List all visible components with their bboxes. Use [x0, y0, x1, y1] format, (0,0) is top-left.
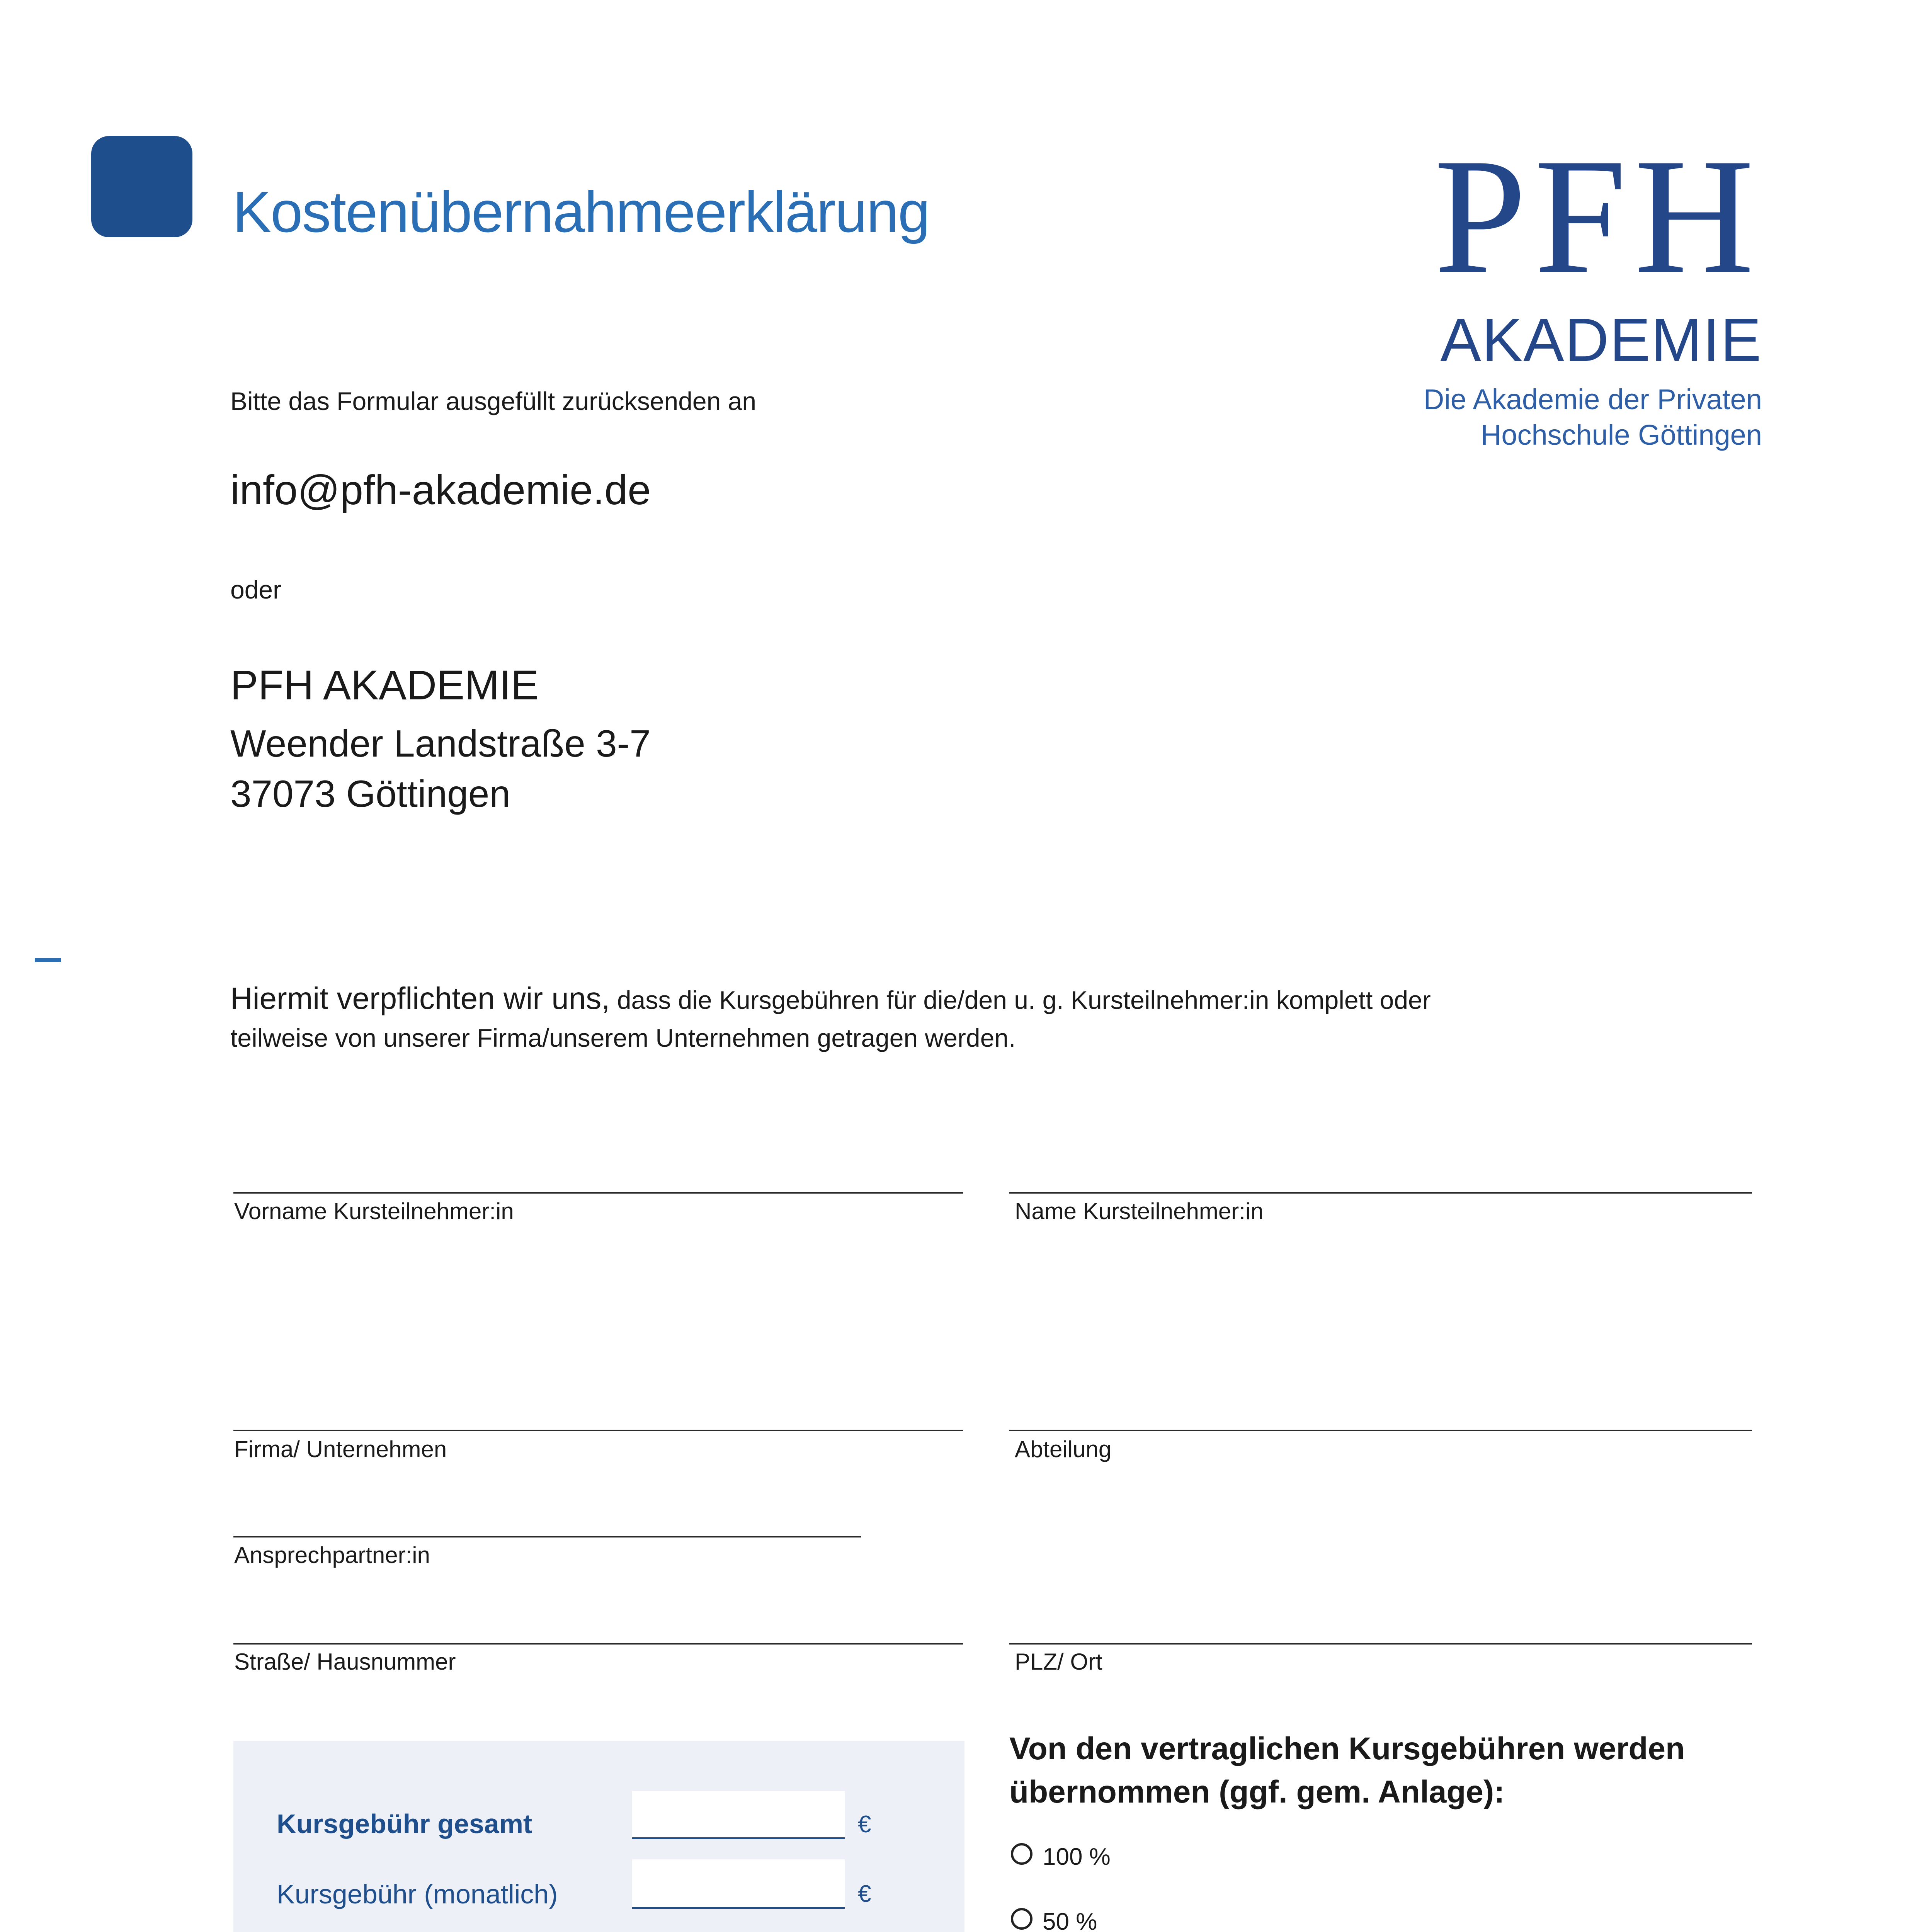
coverage-heading-line1: Von den vertraglichen Kursgebühren werden [1009, 1731, 1685, 1766]
fee-monthly-input[interactable] [632, 1859, 845, 1909]
contact-label: Ansprechpartner:in [234, 1542, 430, 1568]
commitment-lead: Hiermit verpflichten wir uns, [230, 981, 610, 1015]
commitment-text [230, 980, 1737, 1057]
brand-logo-pfh: PFH [1434, 124, 1762, 308]
contact-field[interactable] [233, 1536, 861, 1537]
department-label: Abteilung [1015, 1436, 1112, 1462]
department-field[interactable] [1009, 1430, 1752, 1431]
org-street: Weender Landstraße 3-7 [230, 722, 651, 765]
company-label: Firma/ Unternehmen [234, 1436, 447, 1462]
commitment-rest: dass die Kursgebühren für die/den u. g. Kursteilnehmer:in komplett oder [610, 986, 1431, 1014]
radio-50-percent[interactable] [1011, 1908, 1032, 1930]
coverage-heading-line2: übernommen (ggf. gem. Anlage): [1009, 1774, 1505, 1810]
fee-total-label: Kursgebühr gesamt [277, 1809, 532, 1839]
street-field[interactable] [233, 1643, 963, 1645]
radio-100-percent[interactable] [1011, 1843, 1032, 1865]
street-label: Straße/ Hausnummer [234, 1649, 456, 1675]
zip-city-field[interactable] [1009, 1643, 1752, 1645]
org-city: 37073 Göttingen [230, 772, 510, 815]
brand-logo-akademie: AKADEMIE [1440, 306, 1762, 374]
zip-city-label: PLZ/ Ort [1015, 1649, 1102, 1675]
return-email[interactable]: info@pfh-akademie.de [230, 466, 651, 513]
fee-monthly-label: Kursgebühr (monatlich) [277, 1879, 558, 1909]
document-title: Kostenübernahmeerklärung [233, 179, 930, 244]
fee-total-currency: € [858, 1811, 871, 1838]
last-name-label: Name Kursteilnehmer:in [1015, 1198, 1264, 1224]
radio-50-label: 50 % [1043, 1908, 1097, 1932]
fee-total-input[interactable] [632, 1791, 845, 1839]
org-name: PFH AKADEMIE [230, 662, 539, 708]
brand-tagline-line2: Hochschule Göttingen [1480, 419, 1762, 451]
radio-100-label: 100 % [1043, 1844, 1111, 1870]
coverage-heading [1009, 1727, 1763, 1814]
first-name-field[interactable] [233, 1192, 963, 1194]
fold-mark [35, 958, 61, 962]
brand-tagline [1329, 382, 1762, 453]
logo-square [91, 136, 192, 237]
return-instruction: Bitte das Formular ausgefüllt zurücksenden an [230, 387, 757, 415]
first-name-label: Vorname Kursteilnehmer:in [234, 1198, 514, 1224]
last-name-field[interactable] [1009, 1192, 1752, 1194]
fee-monthly-currency: € [858, 1881, 871, 1907]
commitment-line2: teilweise von unserer Firma/unserem Unternehmen getragen werden. [230, 1024, 1016, 1052]
company-field[interactable] [233, 1430, 963, 1431]
or-text: oder [230, 575, 282, 604]
brand-tagline-line1: Die Akademie der Privaten [1423, 383, 1762, 415]
